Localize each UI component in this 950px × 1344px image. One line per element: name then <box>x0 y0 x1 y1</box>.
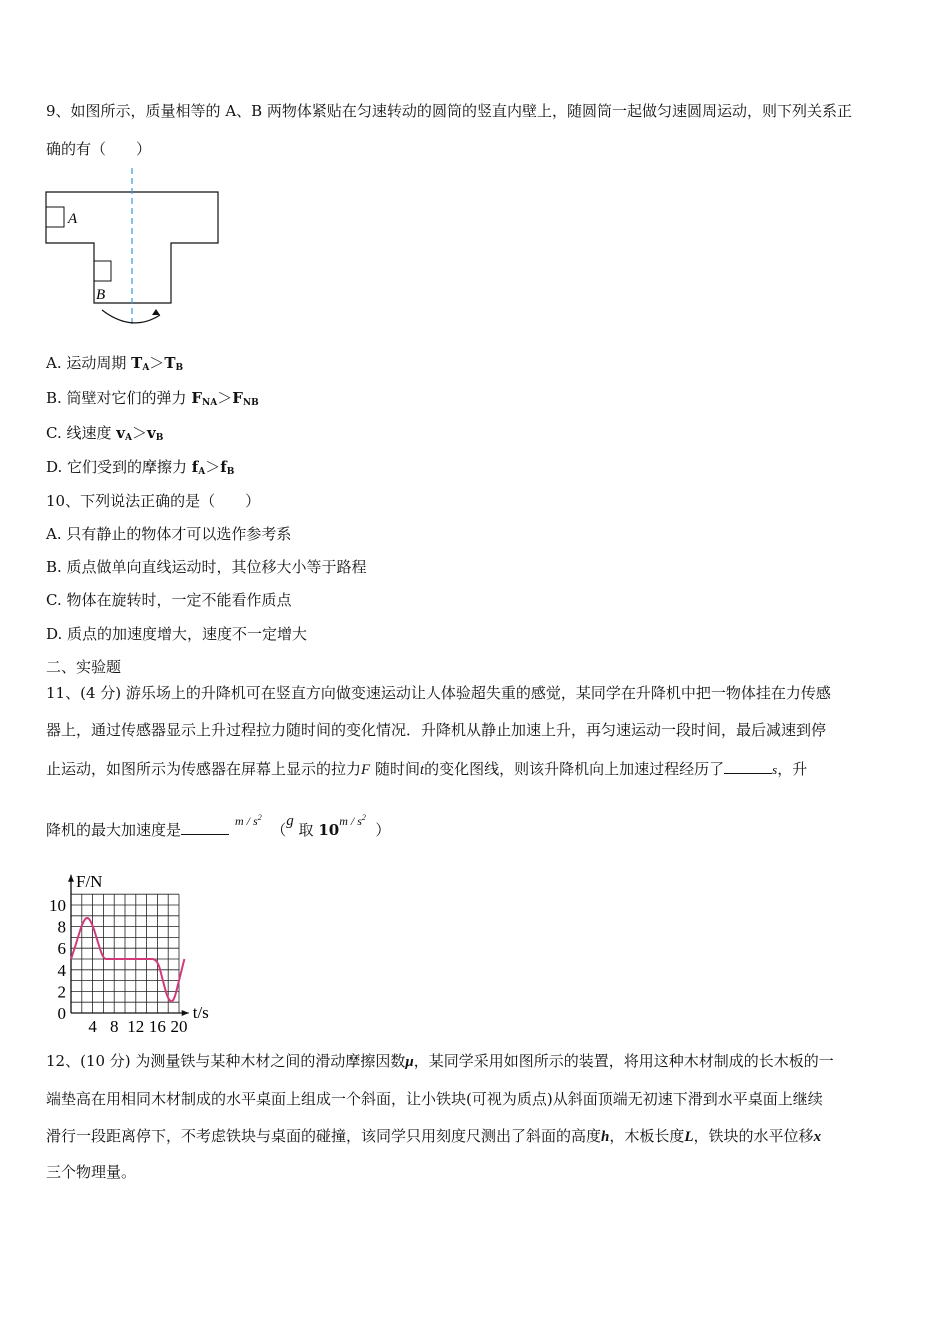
y-tick-label: 4 <box>57 960 66 980</box>
q10-option-b: B. 质点做单向直线运动时，其位移大小等于路程 <box>46 558 367 576</box>
q11-line3: 止运动，如图所示为传感器在屏幕上显示的拉力F 随时间t的变化图线，则该升降机向上加速过程经历了 s，升 <box>46 760 808 778</box>
q11-line1: 11、(4 分) 游乐场上的升降机可在竖直方向做变速运动让人体验超失重的感觉，某同学在升降机中把一物体挂在力传感 <box>46 684 831 702</box>
rotation-arrow-icon <box>152 309 160 315</box>
figure-label-a: A <box>68 211 78 227</box>
q9-option-a: A. 运动周期 $T_A>T_B$ <box>46 354 184 373</box>
y-tick-label: 0 <box>57 1004 66 1023</box>
q12-line4: 三个物理量。 <box>46 1163 137 1181</box>
q12-line1: 12、(10 分) 为测量铁与某种木材之间的滑动摩擦因数μ，某同学采用如图所示的装置，将用这种木材制成的长木板的一 <box>46 1052 834 1070</box>
y-tick-label: 6 <box>57 939 66 959</box>
x-tick-label: 20 <box>170 1017 188 1036</box>
q9-option-d: D. 它们受到的摩擦力 $f_A>f_B$ <box>46 458 235 477</box>
q10-stem: 10、下列说法正确的是（ ） <box>46 492 261 510</box>
x-tick-label: 12 <box>127 1017 145 1036</box>
y-axis-arrow-icon <box>68 875 74 882</box>
q12-line3: 滑行一段距离停下，不考虑铁块与桌面的碰撞，该同学只用刻度尺测出了斜面的高度h，木板长度L，铁块的水平位移x <box>46 1127 822 1145</box>
q9-option-b: B. 筒壁对它们的弹力 $F_{NA}>F_{NB}$ <box>46 389 259 408</box>
force-time-chart <box>40 858 280 1038</box>
q12-line2: 端垫高在用相同木材制成的水平桌面上组成一个斜面，让小铁块(可视为质点)从斜面顶端无初速下滑到水平桌面上继续 <box>46 1090 823 1108</box>
force-curve <box>71 918 184 1001</box>
x-tick-label: 8 <box>109 1017 119 1036</box>
q10-option-d: D. 质点的加速度增大，速度不一定增大 <box>46 625 308 643</box>
q11-line4: 降机的最大加速度是 $^{m / s^2}$ （g 取 $10^{m / s^2}$ ） <box>46 813 391 839</box>
q10-option-a: A. 只有静止的物体才可以选作参考系 <box>46 525 292 543</box>
answer-blank-time[interactable] <box>724 759 772 774</box>
q9-stem-line2: 确的有（ ） <box>46 140 152 158</box>
x-tick-label: 4 <box>88 1017 97 1036</box>
x-tick-label: 16 <box>148 1017 166 1036</box>
q9-stem-line1: 9、如图所示，质量相等的 A、B 两物体紧贴在匀速转动的圆筒的竖直内壁上，随圆筒一起做匀速圆周运动，则下列关系正 <box>46 102 852 120</box>
q11-line2: 器上，通过传感器显示上升过程拉力随时间的变化情况．升降机从静止加速上升，再匀速运动一段时间，最后减速到停 <box>46 721 827 739</box>
q9-figure-rotating-cylinder <box>40 165 230 335</box>
x-axis-label: t/s <box>192 1003 209 1022</box>
y-tick-label: 10 <box>49 896 66 915</box>
q10-option-c: C. 物体在旋转时，一定不能看作质点 <box>46 591 292 609</box>
y-axis-label: F/N <box>76 871 103 891</box>
y-tick-label: 2 <box>57 982 66 1002</box>
q9-option-c: C. 线速度 $v_A>v_B$ <box>46 424 164 443</box>
figure-label-b: B <box>96 287 106 303</box>
y-tick-label: 8 <box>57 917 66 937</box>
section-heading: 二、实验题 <box>46 658 122 676</box>
answer-blank-acceleration[interactable] <box>181 820 229 835</box>
x-axis-arrow-icon <box>182 1010 189 1016</box>
